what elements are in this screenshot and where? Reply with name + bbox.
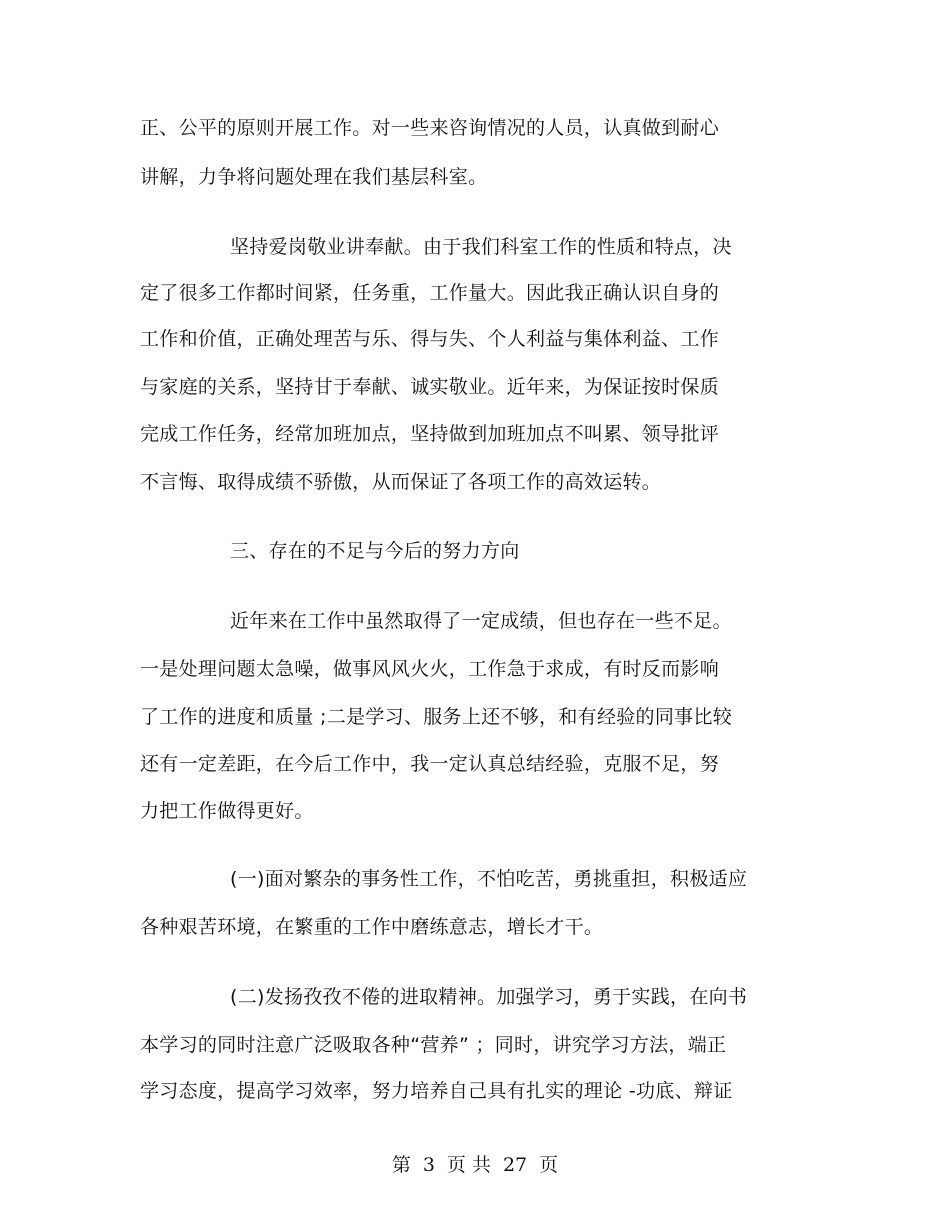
paragraph-line: 定了很多工作都时间紧，任务重，工作量大。因此我正确认识自身的	[140, 282, 720, 304]
paragraph-line: 与家庭的关系，坚持甘于奉献、诚实敬业。近年来，为保证按时保质	[140, 376, 720, 398]
paragraph-line: 本学习的同时注意广泛吸取各种“营养” ；同时，讲究学习方法，端正	[140, 1034, 727, 1056]
page-footer	[0, 1152, 950, 1178]
section-heading: 三、存在的不足与今后的努力方向	[230, 540, 520, 562]
paragraph-line: 坚持爱岗敬业讲奉献。由于我们科室工作的性质和特点，决	[230, 236, 732, 258]
paragraph-line: 力把工作做得更好。	[140, 800, 314, 822]
paragraph-line: 近年来在工作中虽然取得了一定成绩，但也存在一些不足。	[230, 610, 732, 632]
footer-prefix: 第	[391, 1154, 411, 1176]
paragraph-line: 各种艰苦环境，在繁重的工作中磨练意志，增长才干。	[140, 916, 604, 938]
paragraph-line: 学习态度，提高学习效率，努力培养自己具有扎实的理论 -功底、辩证	[140, 1080, 733, 1102]
paragraph-line: 一是处理问题太急噪，做事风风火火，工作急于求成，有时反而影响	[140, 658, 720, 680]
footer-mid: 页 共	[446, 1154, 491, 1176]
paragraph-line: 完成工作任务，经常加班加点，坚持做到加班加点不叫累、领导批评	[140, 423, 720, 445]
footer-suffix: 页	[539, 1154, 559, 1176]
page-number: 3	[422, 1154, 435, 1176]
paragraph-line: 还有一定差距，在今后工作中，我一定认真总结经验，克服不足，努	[140, 753, 720, 775]
paragraph-line: (一)面对繁杂的事务性工作，不怕吃苦，勇挑重担，积极适应	[230, 868, 748, 890]
paragraph-line: 正、公平的原则开展工作。对一些来咨询情况的人员，认真做到耐心	[140, 117, 720, 139]
paragraph-line: 了工作的进度和质量 ;二是学习、服务上还不够，和有经验的同事比较	[140, 706, 733, 728]
total-pages: 27	[502, 1154, 528, 1176]
paragraph-line: 讲解，力争将问题处理在我们基层科室。	[140, 166, 488, 188]
paragraph-line: (二)发扬孜孜不倦的进取精神。加强学习，勇于实践，在向书	[230, 986, 748, 1008]
paragraph-line: 不言悔、取得成绩不骄傲，从而保证了各项工作的高效运转。	[140, 471, 662, 493]
paragraph-line: 工作和价值，正确处理苦与乐、得与失、个人利益与集体利益、工作	[140, 328, 720, 350]
